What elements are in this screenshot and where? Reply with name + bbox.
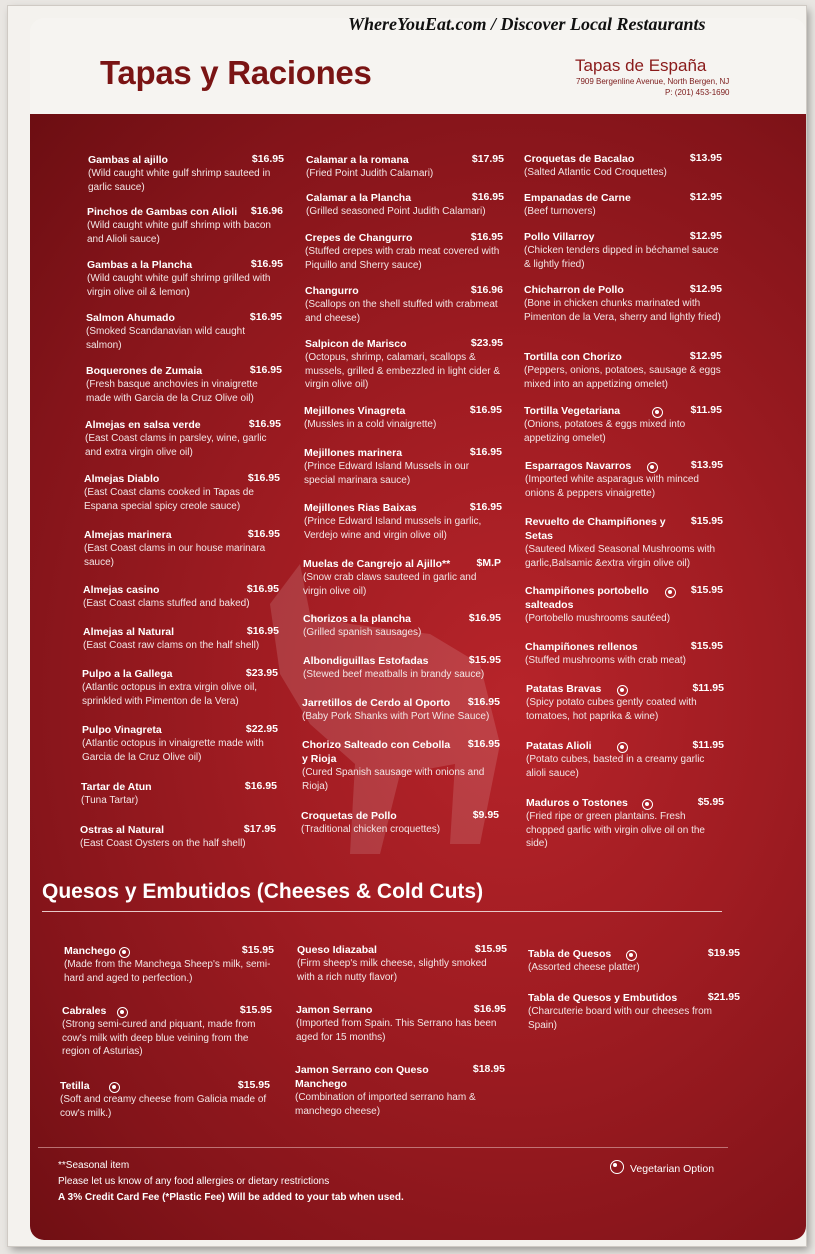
menu-item-description: (Beef turnovers) [524,206,596,217]
menu-item-price: $15.95 [241,944,274,956]
menu-item-name: Queso Idiazabal [297,944,377,956]
menu-item-description: (Chicken tenders dipped in béchamel sauce & lightly fried) [524,245,719,270]
vegetarian-icon [119,947,130,958]
menu-item-name: Pollo Villarroy [524,231,595,243]
menu-item-name: Chorizos a la plancha [303,613,411,625]
menu-item-description: (Grilled seasoned Point Judith Calamari) [306,206,486,217]
menu-item-description: (Prince Edward Island Mussels in our special marinara sauce) [304,461,470,486]
menu-item-name: Tartar de Atun [81,781,152,793]
menu-item-price: $16.95 [249,311,282,323]
menu-item-price: $16.96 [470,284,503,296]
menu-item-price: $11.95 [690,404,722,416]
menu-item-name: Esparragos Navarros [525,460,632,472]
menu-item-name: Chorizo Salteado con Cebolla y Rioja [302,739,451,765]
menu-item-price: $16.95 [469,501,502,513]
menu-item [525,459,723,500]
menu-item [528,991,740,1032]
menu-item-price: $15.95 [468,654,501,666]
menu-item-name: Tortilla con Chorizo [524,351,622,363]
menu-item [81,780,277,808]
section-divider [42,911,722,912]
menu-item-name: Almejas en salsa verde [85,419,201,431]
menu-item-name: Salmon Ahumado [86,312,175,324]
menu-item [88,153,284,194]
menu-item [526,796,724,851]
menu-item-name: Empanadas de Carne [524,192,631,204]
menu-item-price: $18.95 [472,1063,505,1075]
menu-item-name: Jarretillos de Cerdo al Oporto [302,697,451,709]
menu-item [525,584,723,626]
menu-item [304,501,502,542]
menu-item [85,418,281,459]
menu-item-name: Manchego [64,945,116,957]
menu-item-name: Tetilla [60,1080,90,1092]
menu-item [84,528,280,569]
menu-item [303,654,501,682]
menu-item [305,231,503,272]
menu-item-name: Champiñones rellenos [525,641,638,653]
vegetarian-legend [610,1160,714,1175]
menu-item [526,739,724,780]
menu-item-description: (Octopus, shrimp, calamari, scallops & mussels, grilled & embezzled in light cider & virgin olive oil) [305,352,501,390]
menu-item-name: Croquetas de Bacalao [524,153,635,165]
menu-item-description: (Snow crab claws sauteed in garlic and virgin olive oil) [303,572,477,597]
menu-item [80,823,276,851]
menu-item [82,667,278,708]
menu-item-price: $16.95 [467,738,500,750]
page-title: Tapas y Raciones [100,54,372,91]
menu-item-description: (East Coast raw clams on the half shell) [83,640,260,651]
menu-item [62,1004,272,1059]
menu-item-name: Pulpo Vinagreta [82,724,162,736]
menu-item [64,944,274,985]
menu-item [296,1003,506,1044]
menu-item [528,947,740,975]
menu-item-price: $23.95 [470,337,503,349]
menu-item-name: Almejas casino [83,584,160,596]
section-title-cheeses: Quesos y Embutidos (Cheeses & Cold Cuts) [42,880,484,903]
restaurant-name: Tapas de España [575,56,707,75]
menu-item-name: Crepes de Changurro [305,232,413,244]
vegetarian-icon [652,407,663,418]
menu-item-name: Chicharron de Pollo [524,284,624,296]
menu-item-description: (Fried Point Judith Calamari) [306,168,434,179]
menu-item-description: (Wild caught white gulf shrimp grilled with virgin olive oil & lemon) [87,273,271,298]
menu-item-description: (Charcuterie board with our cheeses from Spain) [528,1006,712,1031]
restaurant-address: 7909 Bergenline Avenue, North Bergen, NJ [576,77,730,86]
menu-item-name: Almejas Diablo [84,473,160,485]
vegetarian-icon [109,1082,120,1093]
menu-item-description: (Combination of imported serrano ham & manchego cheese) [295,1092,476,1117]
menu-item-description: (Stuffed mushrooms with crab meat) [525,655,686,666]
menu-item-description: (East Coast Oysters on the half shell) [80,838,246,849]
menu-item-name: Almejas al Natural [83,626,175,638]
footer-allergy: Please let us know of any food allergies or dietary restrictions [58,1176,330,1187]
menu-item-price: $15.95 [474,943,507,955]
menu-item-description: (Portobello mushrooms sautéed) [525,613,671,624]
menu-item-price: $17.95 [243,823,276,835]
menu-item-description: (Traditional chicken croquettes) [301,824,441,835]
menu-item-description: (Baby Pork Shanks with Port Wine Sauce) [302,711,490,722]
menu-item-description: (Wild caught white gulf shrimp sauteed in garlic sauce) [88,168,271,193]
menu-item [301,809,499,837]
menu-item-price: $16.95 [246,625,279,637]
menu-item-name: Changurro [305,285,359,297]
menu-item-price: $12.95 [689,350,722,362]
menu-item-description: (Spicy potato cubes gently coated with tomatoes, hot paprika & wine) [526,697,697,722]
menu-item-price: $16.95 [244,780,277,792]
menu-item-price: $16.96 [250,205,283,217]
menu-item [306,191,504,219]
menu-item [86,364,282,405]
menu-item-description: (Soft and creamy cheese from Galicia made of cow's milk.) [60,1094,267,1119]
menu-item-name: Pinchos de Gambas con Alioli [87,206,238,218]
menu-item-price: $16.95 [247,528,280,540]
menu-item-name: Patatas Bravas [526,683,602,695]
menu-item-price: $21.95 [707,991,740,1003]
menu-item-name: Mejillones Vinagreta [304,405,406,417]
menu-item-price: $19.95 [707,947,740,959]
menu-item-description: (Atlantic octopus in vinaigrette made with Garcia de la Cruz Olive oil) [82,738,264,763]
menu-item-price: $16.95 [470,231,503,243]
menu-item-name: Muelas de Cangrejo al Ajillo** [303,558,451,570]
menu-item-description: (Strong semi-cured and piquant, made from cow's milk with deep blue veining from the region of Asturias) [62,1019,256,1057]
watermark-text: WhereYouEat.com / Discover Local Restaurants [348,14,706,34]
menu-item [303,557,501,598]
menu-item-price: $16.95 [473,1003,506,1015]
menu-item-price: $15.95 [690,640,723,652]
menu-item-name: Boquerones de Zumaia [86,365,203,377]
menu-item-description: (Grilled spanish sausages) [303,627,422,638]
menu-item-description: (Onions, potatoes & eggs mixed into appetizing omelet) [524,419,686,444]
menu-item [524,230,722,271]
menu-item-name: Salpicon de Marisco [305,338,407,350]
menu-item-price: $11.95 [692,682,724,694]
menu-item-price: $16.95 [471,191,504,203]
menu-item-price: $17.95 [471,153,504,165]
menu-item-description: (Sauteed Mixed Seasonal Mushrooms with garlic,Balsamic &extra virgin olive oil) [525,544,716,569]
menu-item-description: (Salted Atlantic Cod Croquettes) [524,167,667,178]
vegetarian-icon [610,1160,624,1174]
footer-fee: A 3% Credit Card Fee (*Plastic Fee) Will be added to your tab when used. [58,1192,404,1203]
menu-item-name: Mejillones marinera [304,447,403,459]
menu-item [60,1079,270,1120]
menu-item-name: Albondiguillas Estofadas [303,655,429,667]
vegetarian-icon [642,799,653,810]
menu-item-price: $16.95 [469,446,502,458]
menu-item [82,723,278,764]
menu-item-description: (Atlantic octopus in extra virgin olive oil, sprinkled with Pimenton de la Vera) [82,682,258,707]
menu-item-name: Patatas Alioli [526,740,592,752]
restaurant-phone: P: (201) 453-1690 [665,88,730,97]
menu-item-price: $23.95 [245,667,278,679]
menu-item [525,640,723,668]
menu-item-description: (Bone in chicken chunks marinated with Pimenton de la Vera, sherry and lightly fried) [524,298,721,323]
menu-item [304,446,502,487]
menu-item-name: Jamon Serrano [296,1004,373,1016]
menu-item-description: (Fried ripe or green plantains. Fresh chopped garlic with virgin olive oil on the side) [526,811,705,849]
menu-item-price: $5.95 [697,796,724,808]
footer-divider [38,1147,728,1148]
menu-item-price: $16.95 [250,258,283,270]
menu-item-description: (Imported from Spain. This Serrano has been aged for 15 months) [296,1018,497,1043]
menu-item [86,311,282,352]
menu-item [295,1063,505,1118]
menu-item-description: (Made from the Manchega Sheep's milk, semi-hard and aged to perfection.) [64,959,271,984]
vegetarian-legend-label: Vegetarian Option [630,1163,715,1175]
menu-item [303,612,501,640]
menu-item [305,337,503,392]
menu-item-name: Champiñones portobello salteados [525,585,649,611]
menu-item-price: $12.95 [689,283,722,295]
menu-item-name: Croquetas de Pollo [301,810,397,822]
menu-item-price: $13.95 [690,459,723,471]
menu-item [304,404,502,432]
menu-item-description: (Smoked Scandanavian wild caught salmon) [86,326,245,351]
menu-item-price: $15.95 [690,515,723,527]
menu-item-price: $16.95 [468,612,501,624]
menu-item-description: (Prince Edward Island mussels in garlic, Verdejo wine and virgin olive oil) [304,516,482,541]
menu-item-description: (Potato cubes, basted in a creamy garlic alioli sauce) [526,754,705,779]
menu-item [524,191,722,219]
menu-item-name: Gambas a la Plancha [87,259,193,271]
menu-item-price: $9.95 [472,809,499,821]
menu-item [297,943,507,984]
menu-item-price: $13.95 [689,152,722,164]
menu-item-description: (Stuffed crepes with crab meat covered with Piquillo and Sherry sauce) [305,246,500,271]
menu-item-name: Jamon Serrano con Queso Manchego [295,1064,429,1090]
menu-item-description: (East Coast clams stuffed and baked) [83,598,250,609]
menu-item-name: Maduros o Tostones [526,797,628,809]
menu-item-name: Tabla de Quesos y Embutidos [528,992,678,1004]
menu-item-name: Pulpo a la Gallega [82,668,173,680]
menu-item-name: Ostras al Natural [80,824,165,836]
menu-item [302,696,500,724]
menu-item-description: (Tuna Tartar) [81,795,139,806]
menu-item [84,472,280,513]
menu-item-description: (Assorted cheese platter) [528,962,640,973]
menu-item [526,682,724,723]
vegetarian-icon [647,462,658,473]
menu-item [305,284,503,325]
menu-item [524,350,722,391]
menu-item-name: Cabrales [62,1005,107,1017]
menu-item-name: Revuelto de Champiñones y Setas [525,516,666,542]
menu-item-price: $16.95 [251,153,284,165]
menu-item-name: Tabla de Quesos [528,948,612,960]
menu-item [306,153,504,181]
menu-item-price: $11.95 [692,739,724,751]
menu-item-price: $16.95 [247,472,280,484]
menu-item-description: (East Coast clams in our house marinara sauce) [84,543,266,568]
menu-item [83,583,279,611]
menu-item [525,515,723,570]
menu-item-description: (Stewed beef meatballs in brandy sauce) [303,669,485,680]
menu-item [524,404,722,445]
menu-item-price: $12.95 [689,230,722,242]
menu-item-name: Gambas al ajillo [88,154,168,166]
menu-item-price: $22.95 [245,723,278,735]
menu-item-description: (Fresh basque anchovies in vinaigrette made with Garcia de la Cruz Olive oil) [86,379,258,404]
menu-item-description: (East Coast clams in parsley, wine, garlic and extra virgin olive oil) [85,433,267,458]
menu-item-price: $16.95 [469,404,502,416]
menu-item-description: (Cured Spanish sausage with onions and Rioja) [302,767,485,792]
menu-item [524,152,722,180]
menu-item [524,283,722,324]
menu-item-price: $16.95 [246,583,279,595]
menu-item-name: Almejas marinera [84,529,172,541]
menu-item-description: (Imported white asparagus with minced onions & peppers vinaigrette) [525,474,699,499]
menu-item [302,738,500,793]
menu-item-price: $16.95 [249,364,282,376]
menu-item-description: (East Coast clams cooked in Tapas de Espana special spicy creole sauce) [84,487,254,512]
menu-item [87,205,283,246]
menu-item-price: $12.95 [689,191,722,203]
menu-item-price: $15.95 [237,1079,270,1091]
menu-item-price: $16.95 [248,418,281,430]
menu-item-price: $15.95 [239,1004,272,1016]
menu-item-name: Calamar a la romana [306,154,409,166]
vegetarian-icon [626,950,637,961]
menu-item-price: $M.P [476,557,501,569]
menu-item-description: (Peppers, onions, potatoes, sausage & eggs mixed into an appetizing omelet) [524,365,721,390]
vegetarian-icon [117,1007,128,1018]
footer-seasonal: **Seasonal item [58,1160,130,1171]
menu-item-name: Tortilla Vegetariana [524,405,621,417]
menu-item-description: (Scallops on the shell stuffed with crabmeat and cheese) [305,299,498,324]
menu-item-name: Mejillones Rias Baixas [304,502,417,514]
menu-item-name: Calamar a la Plancha [306,192,412,204]
menu-item [83,625,279,653]
menu-item [87,258,283,299]
menu-item-description: (Mussles in a cold vinaigrette) [304,419,437,430]
menu-item-price: $16.95 [467,696,500,708]
menu-item-price: $15.95 [690,584,723,596]
menu-item-description: (Wild caught white gulf shrimp with bacon and Alioli sauce) [87,220,271,245]
menu-item-description: (Firm sheep's milk cheese, slightly smoked with a rich nutty flavor) [297,958,487,983]
